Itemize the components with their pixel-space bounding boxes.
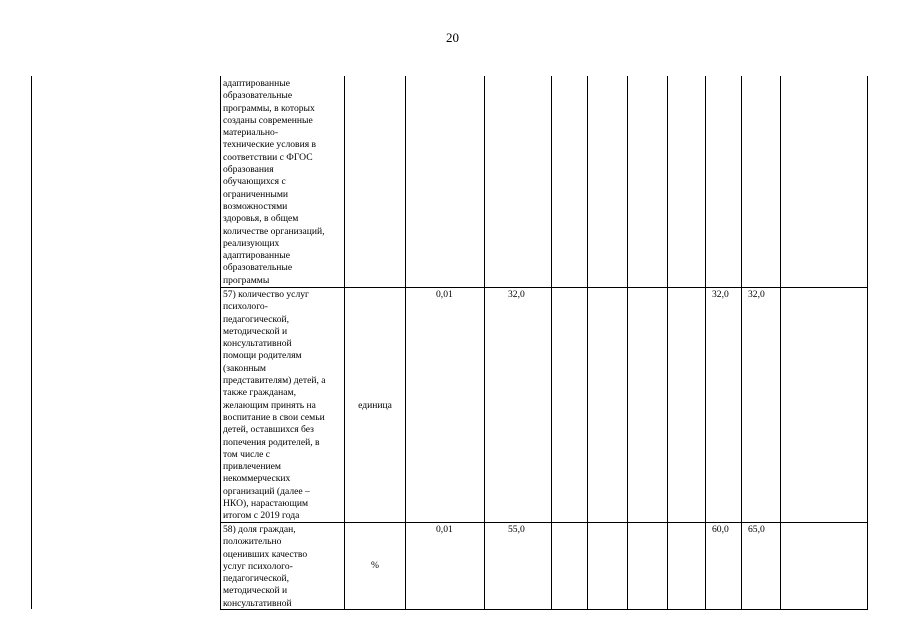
table-left-border — [31, 76, 32, 609]
column-divider — [741, 76, 742, 609]
column-divider — [484, 76, 485, 609]
row-value: 32,0 — [712, 289, 729, 300]
row-description: 57) количество услуг психолого- педагогической, методической и консультативной помощи родителям (законным представителям) детей, а также гражданам, желающим принять на воспитание в свои семьи детей, оставшихся без попечения родителей, в том числе с привлечением некоммерческих организаций (далее – НКО), нарастающим итогом с 2019 года — [223, 289, 326, 522]
table-right-border — [867, 76, 868, 609]
row-description: адаптированные образовательные программы, в которых созданы современные материально- технические условия в соответствии с ФГОС образования обучающихся с ограниченными возможностями здоровья, в общем количестве организаций, реализующих адаптированные образовательные программы — [223, 78, 325, 286]
column-divider — [780, 76, 781, 609]
page-number: 20 — [446, 30, 459, 45]
column-divider — [220, 76, 221, 609]
row-value: 55,0 — [508, 524, 525, 535]
row-divider — [220, 287, 868, 288]
row-value: 32,0 — [508, 289, 525, 300]
column-divider — [627, 76, 628, 609]
row-value: 60,0 — [712, 524, 729, 535]
row-value: 32,0 — [748, 289, 765, 300]
column-divider — [551, 76, 552, 609]
row-description: 58) доля граждан, положительно оценивших качество услуг психолого- педагогической, методической и консультативной — [223, 524, 308, 609]
column-divider — [667, 76, 668, 609]
row-unit: единица — [358, 400, 392, 411]
row-unit: % — [371, 560, 379, 571]
column-divider — [405, 76, 406, 609]
column-divider — [705, 76, 706, 609]
row-value: 0,01 — [436, 289, 453, 300]
row-value: 65,0 — [748, 524, 765, 535]
row-value: 0,01 — [436, 524, 453, 535]
column-divider — [587, 76, 588, 609]
